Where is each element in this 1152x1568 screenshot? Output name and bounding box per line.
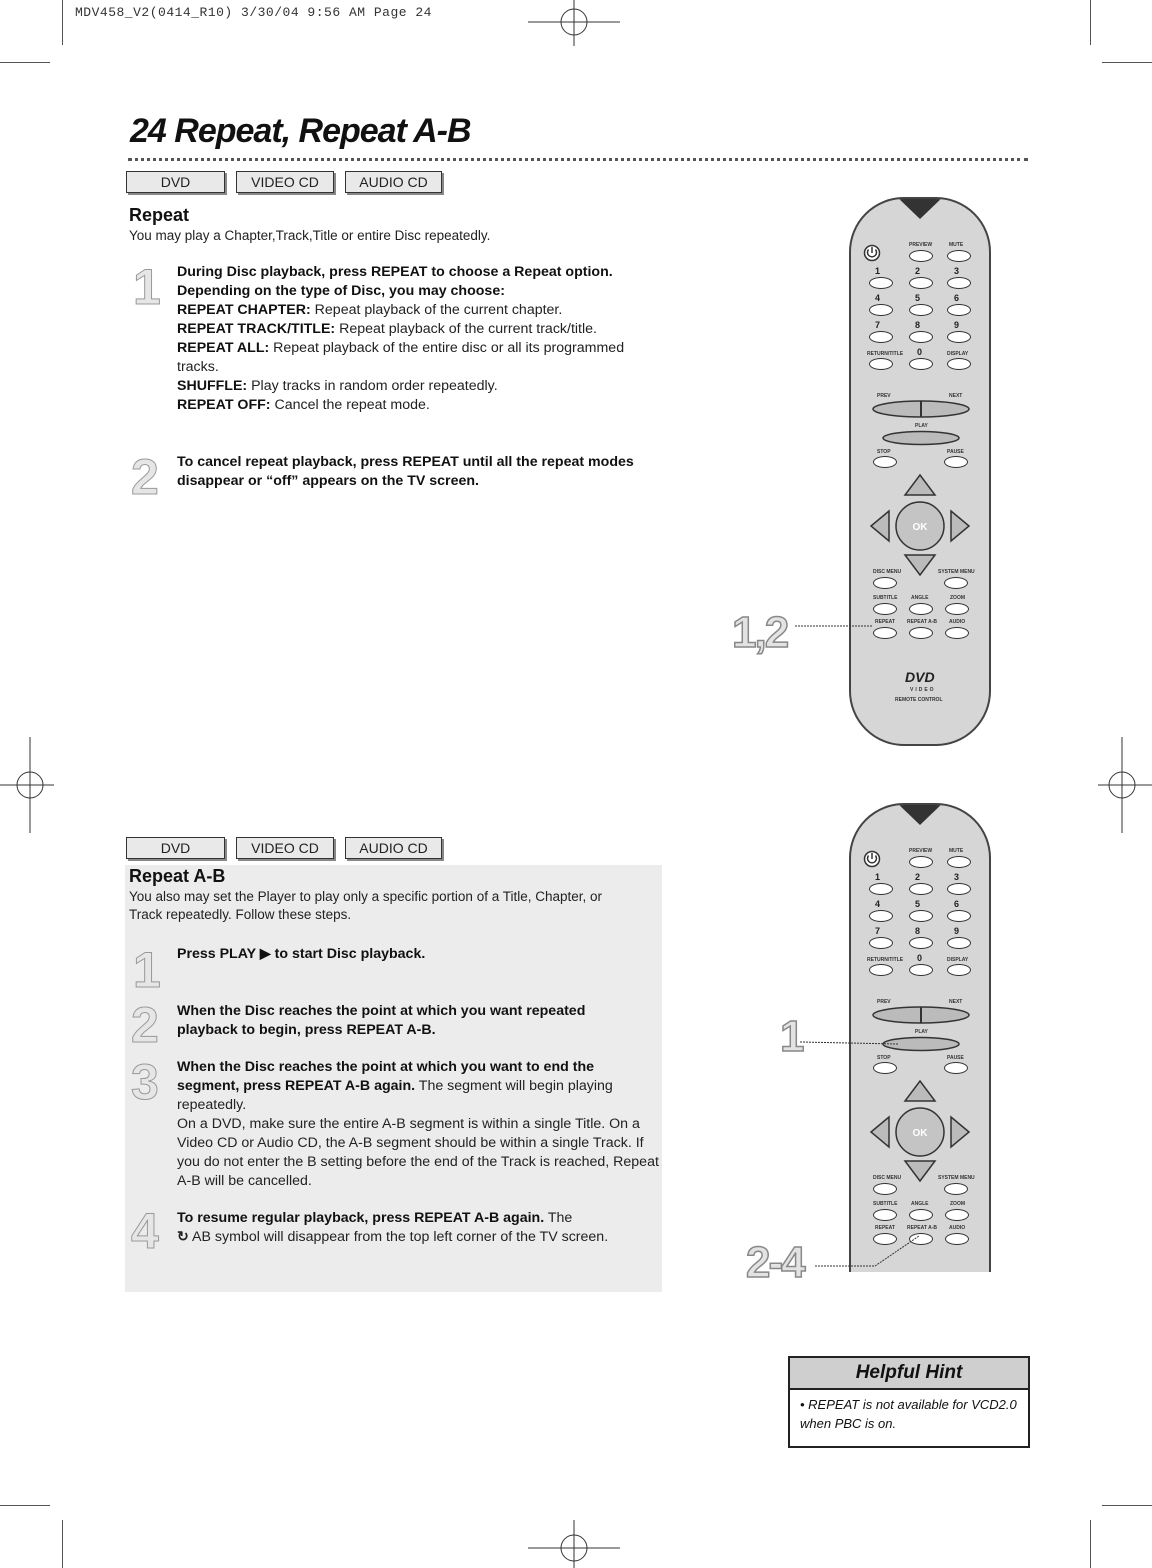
label-return-title: RETURN/TITLE (867, 351, 904, 357)
repeat-ab-step-3: When the Disc reaches the point at which you want to end the segment, press REPEAT A-B again. The segment will begin playing repeatedly. On a DVD, make sure the entire A-B segment is within a single Title. On a Video CD or Audio CD, the A-B segment should be within a single Track. If you do not enter the B setting before the end of the Track is reached, Repeat A-B will be cancelled. (177, 1059, 659, 1189)
label-audio: AUDIO (949, 619, 966, 625)
label-prev: PREV (877, 999, 891, 1005)
label-mute: MUTE (949, 848, 964, 854)
navigation-pad[interactable] (867, 471, 973, 579)
angle-button[interactable] (909, 603, 933, 615)
label-system-menu: SYSTEM MENU (938, 1175, 975, 1181)
step-number: 1 (133, 942, 161, 998)
digit-8: 8 (915, 320, 921, 330)
zoom-button[interactable] (945, 1209, 969, 1221)
navigation-pad[interactable] (867, 1077, 973, 1185)
tag-audio-cd: AUDIO CD (345, 837, 442, 859)
audio-button[interactable] (945, 627, 969, 639)
digit-7-button[interactable] (869, 937, 893, 949)
crop-mark (62, 1520, 63, 1568)
repeat-ab-step-4: To resume regular playback, press REPEAT A-B again. The ↻ AB symbol will disappear from the top left corner of the TV screen. (177, 1210, 609, 1245)
digit-4: 4 (875, 293, 881, 303)
digit-4-button[interactable] (869, 304, 893, 316)
angle-button[interactable] (909, 1209, 933, 1221)
label-next: NEXT (949, 999, 963, 1005)
digit-8-button[interactable] (909, 331, 933, 343)
ir-window (895, 197, 945, 221)
repeat-ab-icon: ↻ (177, 1229, 189, 1245)
label-return-title: RETURN/TITLE (867, 957, 904, 963)
digit-1: 1 (875, 266, 881, 276)
digit-2: 2 (915, 266, 921, 276)
label-preview: PREVIEW (909, 242, 933, 248)
repeat-button[interactable] (873, 627, 897, 639)
remote-control-label: REMOTE CONTROL (895, 697, 943, 703)
digit-1: 1 (875, 872, 881, 882)
stop-button[interactable] (873, 1062, 897, 1074)
label-repeat-ab: REPEAT A-B (907, 619, 937, 625)
label-disc-menu: DISC MENU (873, 569, 902, 575)
label-play: PLAY (915, 423, 928, 429)
digit-8-button[interactable] (909, 937, 933, 949)
callout-label: 2-4 (746, 1238, 804, 1287)
subtitle-button[interactable] (873, 603, 897, 615)
tag-video-cd: VIDEO CD (236, 171, 334, 193)
label-repeat: REPEAT (875, 619, 895, 625)
digit-6: 6 (954, 899, 960, 909)
ok-label: OK (912, 1128, 928, 1139)
digit-2-button[interactable] (909, 883, 933, 895)
digit-1-button[interactable] (869, 883, 893, 895)
digit-5: 5 (915, 899, 921, 909)
label-mute: MUTE (949, 242, 964, 248)
step-number: 1 (133, 259, 161, 315)
crop-mark (62, 0, 63, 45)
digit-6-button[interactable] (947, 304, 971, 316)
audio-button[interactable] (945, 1233, 969, 1245)
option-label: REPEAT TRACK/TITLE: (177, 321, 336, 337)
system-menu-button[interactable] (944, 1183, 968, 1195)
digit-9-button[interactable] (947, 331, 971, 343)
page-title: 24 Repeat, Repeat A-B (130, 112, 471, 150)
option-label: SHUFFLE: (177, 378, 248, 394)
helpful-hint-title: Helpful Hint (790, 1358, 1028, 1390)
repeat-ab-step-2: When the Disc reaches the point at which you want repeated playback to begin, press REPEAT A-B. (177, 1003, 586, 1038)
display-button[interactable] (947, 964, 971, 976)
dvd-logo: DVD (905, 669, 935, 685)
option-text: Play tracks in random order repeatedly. (247, 378, 498, 394)
step-number: 2 (131, 449, 159, 505)
repeat-step-2: To cancel repeat playback, press REPEAT until all the repeat modes disappear or “off” appears on the TV screen. (177, 454, 634, 489)
preview-button[interactable] (909, 856, 933, 868)
print-slug: MDV458_V2(0414_R10) 3/30/04 9:56 AM Page 24 (75, 5, 432, 20)
return-title-button[interactable] (869, 964, 893, 976)
digit-0-button[interactable] (909, 358, 933, 370)
disc-menu-button[interactable] (873, 1183, 897, 1195)
repeat-step-1 (177, 263, 647, 415)
crop-mark (1090, 0, 1091, 45)
disc-menu-button[interactable] (873, 577, 897, 589)
callout-leader (800, 1036, 900, 1048)
option-label: REPEAT ALL: (177, 340, 270, 356)
option-text: Repeat playback of the entire disc or all its programmed tracks. (177, 340, 625, 375)
power-icon (863, 244, 881, 262)
digit-5-button[interactable] (909, 910, 933, 922)
label-zoom: ZOOM (950, 595, 965, 601)
subtitle-button[interactable] (873, 1209, 897, 1221)
digit-7: 7 (875, 320, 881, 330)
digit-0: 0 (917, 347, 923, 357)
remote-control-illustration (849, 197, 991, 746)
crop-mark (0, 1505, 50, 1506)
registration-mark-bottom (528, 1520, 620, 1568)
crop-mark (1090, 1520, 1091, 1568)
tag-dvd: DVD (126, 837, 225, 859)
digit-0-button[interactable] (909, 964, 933, 976)
pause-button[interactable] (944, 1062, 968, 1074)
crop-mark (1102, 1505, 1152, 1506)
digit-5: 5 (915, 293, 921, 303)
repeat-intro: You may play a Chapter,Track,Title or entire Disc repeatedly. (129, 228, 491, 243)
label-prev: PREV (877, 393, 891, 399)
callout-label: 1,2 (732, 608, 788, 657)
registration-mark-left (0, 737, 54, 833)
digit-0: 0 (917, 953, 923, 963)
option-label: REPEAT OFF: (177, 397, 271, 413)
remote-crop-mask (840, 1272, 1000, 1352)
digit-9: 9 (954, 320, 960, 330)
label-angle: ANGLE (911, 595, 929, 601)
prev-next-rocker[interactable] (871, 399, 971, 419)
play-button[interactable] (881, 430, 961, 446)
digit-6-button[interactable] (947, 910, 971, 922)
label-preview: PREVIEW (909, 848, 933, 854)
preview-button[interactable] (909, 250, 933, 262)
digit-3: 3 (954, 266, 960, 276)
label-display: DISPLAY (947, 957, 969, 963)
digit-9-button[interactable] (947, 937, 971, 949)
registration-mark-right (1098, 737, 1152, 833)
label-repeat-ab: REPEAT A-B (907, 1225, 937, 1231)
digit-2: 2 (915, 872, 921, 882)
label-play: PLAY (915, 1029, 928, 1035)
label-pause: PAUSE (947, 1055, 964, 1061)
repeat-ab-note: On a DVD, make sure the entire A-B segment is within a single Title. On a Video CD or Audio CD, the A-B segment should be within a single Track. If you do not enter the B setting before the end of the Track is reached, Repeat A-B will be cancelled. (177, 1116, 659, 1189)
digit-8: 8 (915, 926, 921, 936)
ir-window (895, 803, 945, 827)
label-pause: PAUSE (947, 449, 964, 455)
label-stop: STOP (877, 1055, 891, 1061)
helpful-hint-text: • REPEAT is not available for VCD2.0 when PBC is on. (800, 1397, 1017, 1431)
label-audio: AUDIO (949, 1225, 966, 1231)
label-system-menu: SYSTEM MENU (938, 569, 975, 575)
digit-4-button[interactable] (869, 910, 893, 922)
prev-next-rocker[interactable] (871, 1005, 971, 1025)
repeat-ab-intro: You also may set the Player to play only a specific portion of a Title, Chapter, or Track repeatedly. Follow these steps. (129, 889, 603, 922)
dvd-logo-sub: VIDEO (910, 687, 936, 693)
digit-6: 6 (954, 293, 960, 303)
stop-button[interactable] (873, 456, 897, 468)
zoom-button[interactable] (945, 603, 969, 615)
label-angle: ANGLE (911, 1201, 929, 1207)
display-button[interactable] (947, 358, 971, 370)
mute-button[interactable] (947, 856, 971, 868)
helpful-hint-box (788, 1356, 1030, 1448)
label-zoom: ZOOM (950, 1201, 965, 1207)
title-divider (128, 158, 1028, 161)
option-label: REPEAT CHAPTER: (177, 302, 311, 318)
mute-button[interactable] (947, 250, 971, 262)
callout-leader (795, 620, 875, 632)
label-repeat: REPEAT (875, 1225, 895, 1231)
step-number: 4 (131, 1203, 159, 1259)
digit-3-button[interactable] (947, 277, 971, 289)
digit-4: 4 (875, 899, 881, 909)
digit-3-button[interactable] (947, 883, 971, 895)
callout-leader (815, 1232, 925, 1272)
ok-label: OK (912, 522, 928, 533)
pause-button[interactable] (944, 456, 968, 468)
option-text: Repeat playback of the current chapter. (310, 302, 563, 318)
tag-audio-cd: AUDIO CD (345, 171, 442, 193)
repeat-ab-button[interactable] (909, 627, 933, 639)
tag-dvd: DVD (126, 171, 225, 193)
power-icon (863, 850, 881, 868)
label-disc-menu: DISC MENU (873, 1175, 902, 1181)
step-lead: During Disc playback, press REPEAT to choose a Repeat option. Depending on the type of Disc, you may choose: (177, 264, 613, 299)
digit-7: 7 (875, 926, 881, 936)
digit-3: 3 (954, 872, 960, 882)
option-text: Repeat playback of the current track/title. (335, 321, 597, 337)
tag-video-cd: VIDEO CD (236, 837, 334, 859)
repeat-ab-step-1: Press PLAY ▶ to start Disc playback. (177, 946, 426, 962)
digit-9: 9 (954, 926, 960, 936)
digit-5-button[interactable] (909, 304, 933, 316)
digit-7-button[interactable] (869, 331, 893, 343)
step-number: 3 (131, 1054, 159, 1110)
label-next: NEXT (949, 393, 963, 399)
option-text: Cancel the repeat mode. (270, 397, 430, 413)
label-stop: STOP (877, 449, 891, 455)
section-heading-repeat: Repeat (129, 205, 190, 225)
step-number: 2 (131, 997, 159, 1053)
crop-mark (0, 62, 50, 63)
label-display: DISPLAY (947, 351, 969, 357)
system-menu-button[interactable] (944, 577, 968, 589)
section-heading-repeat-ab: Repeat A-B (129, 866, 226, 886)
callout-label: 1 (780, 1012, 803, 1061)
label-subtitle: SUBTITLE (873, 595, 898, 601)
return-title-button[interactable] (869, 358, 893, 370)
registration-mark-top (528, 0, 620, 48)
digit-2-button[interactable] (909, 277, 933, 289)
label-subtitle: SUBTITLE (873, 1201, 898, 1207)
digit-1-button[interactable] (869, 277, 893, 289)
crop-mark (1102, 62, 1152, 63)
